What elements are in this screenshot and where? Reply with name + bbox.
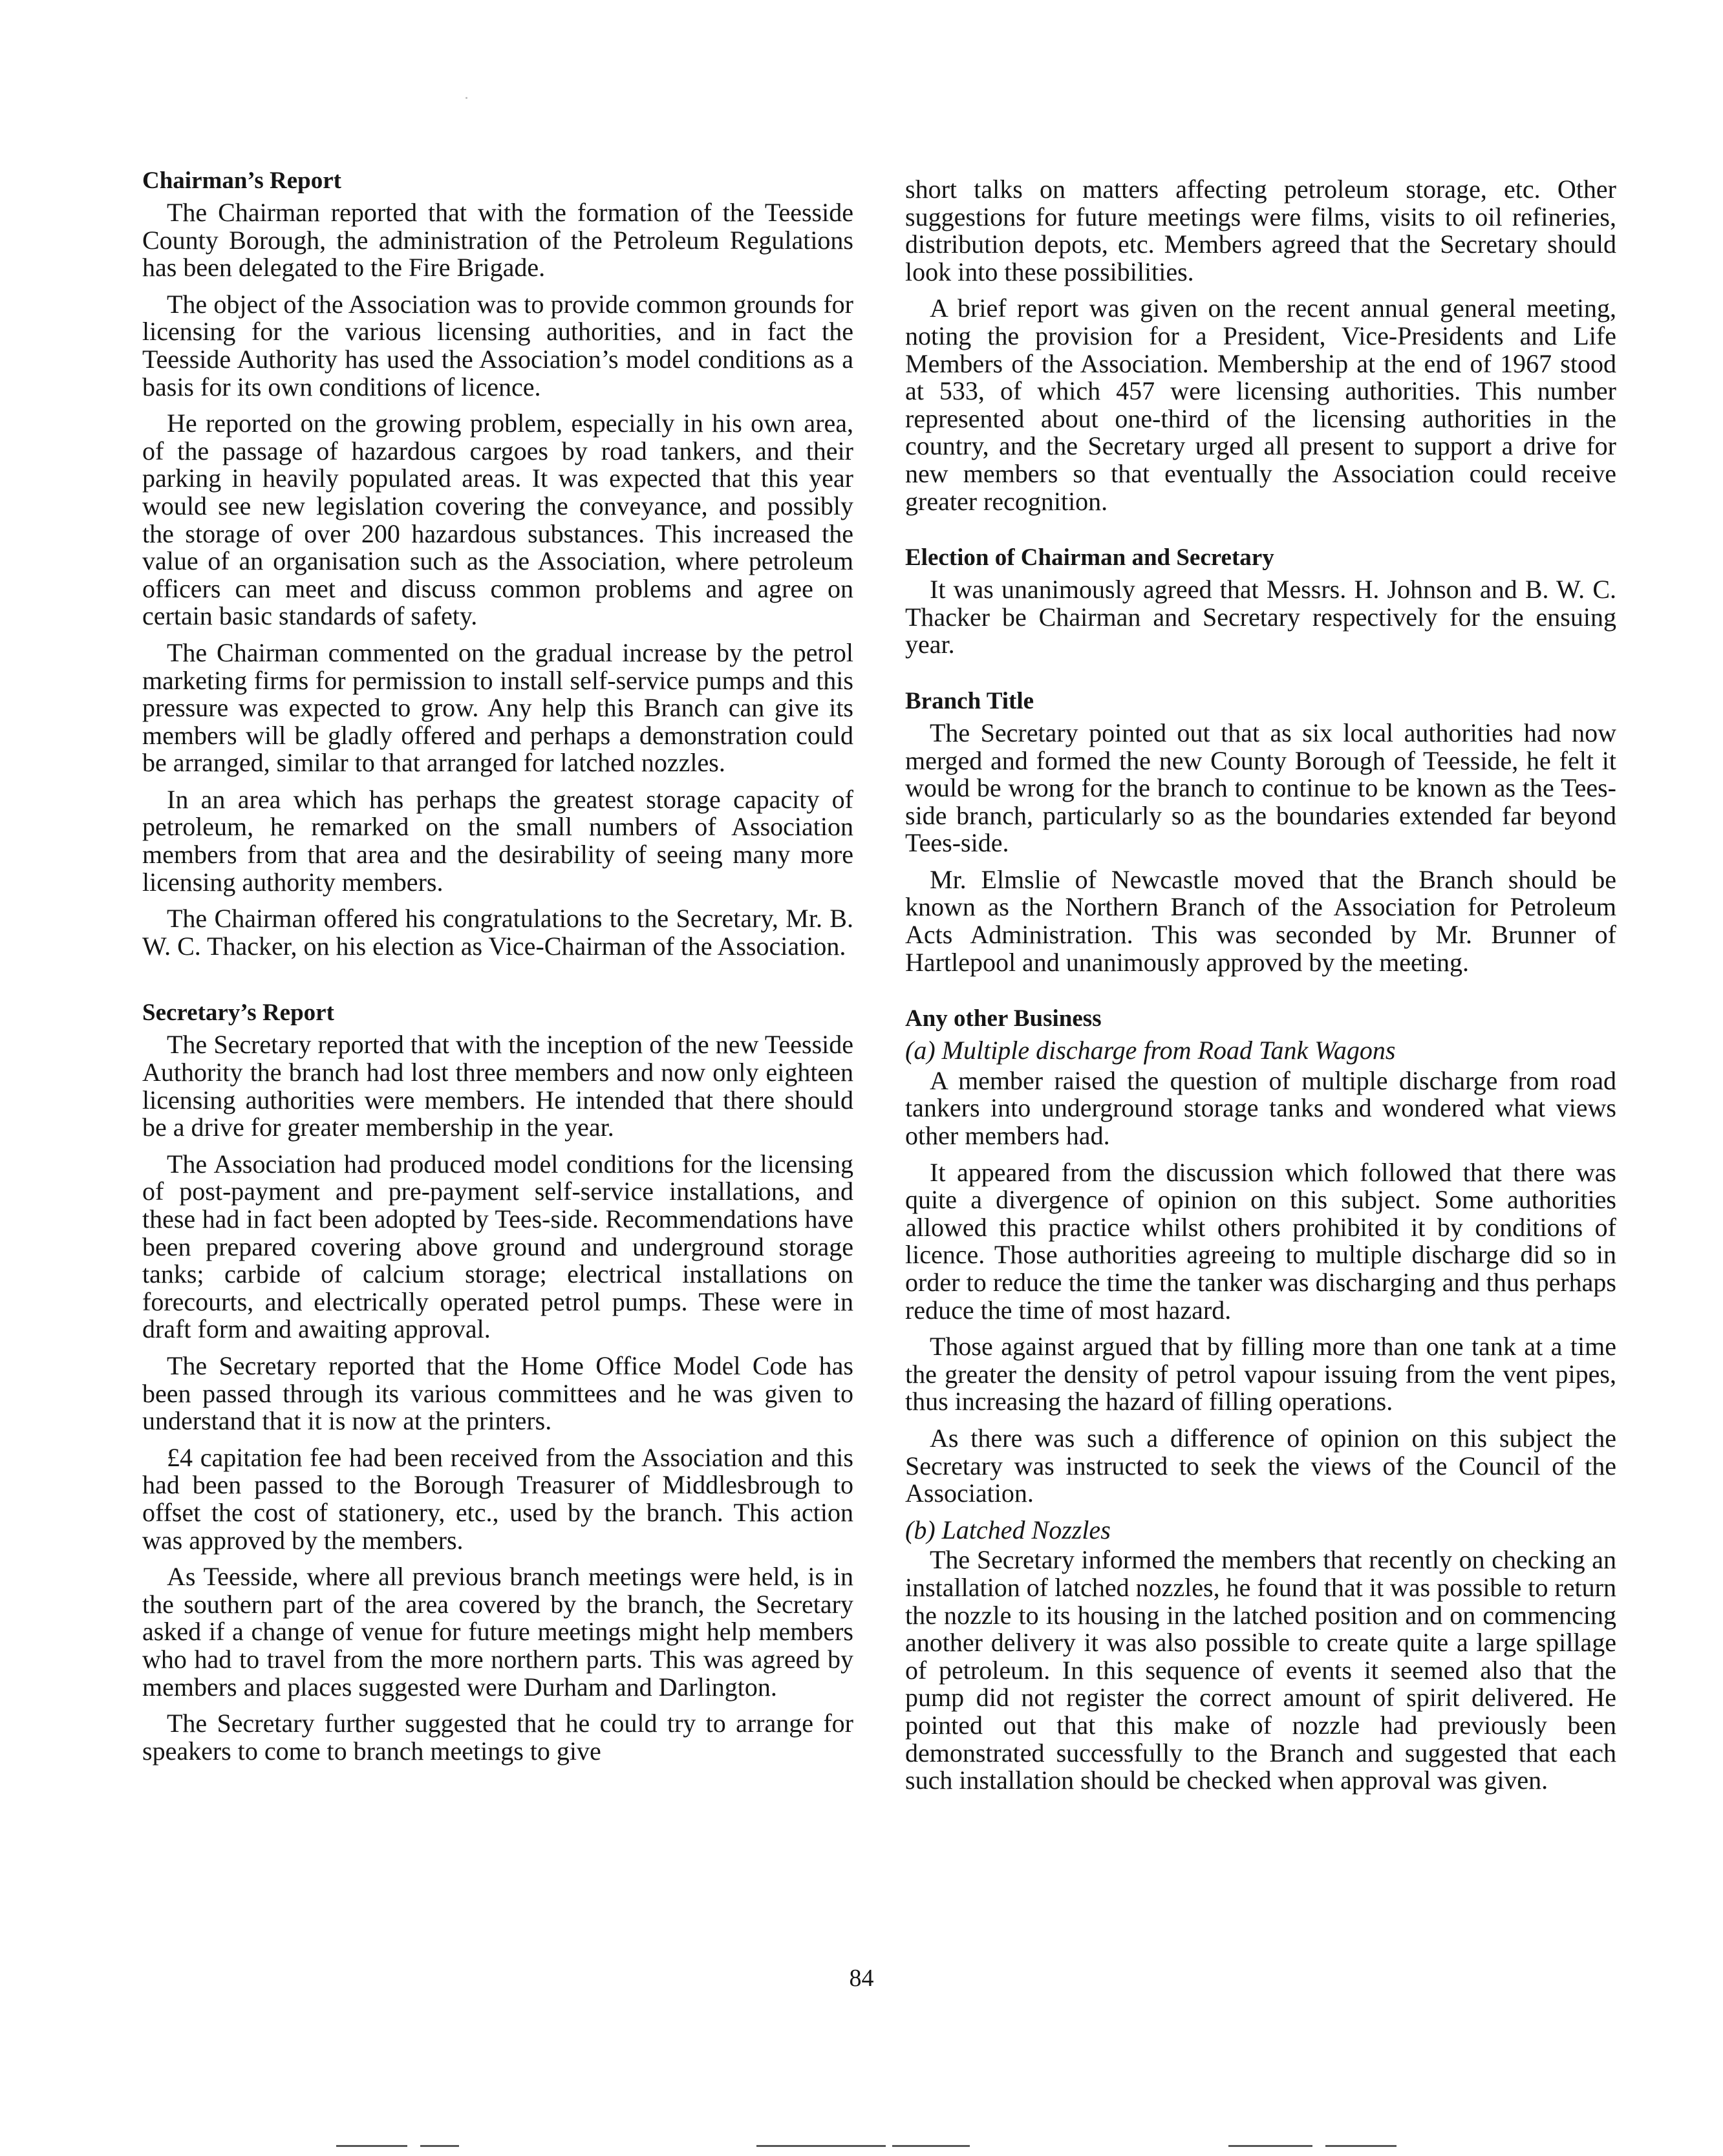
scan-edge-mark xyxy=(756,2145,886,2147)
scan-speck xyxy=(466,97,467,99)
election-heading: Election of Chairman and Secretary xyxy=(905,544,1274,571)
paragraph: Those against argued that by filling more than one tank at a time the greater the density of petrol vapour issuing from the vent pipes, thus increasing the hazard of filling operations. xyxy=(905,1332,1616,1416)
secretarys-report-heading: Secretary’s Report xyxy=(142,999,334,1027)
paragraph: The Chairman offered his congratulations to the Secretary, Mr. B. W. C. Thacker, on his election as Vice-Chairman of the Association. xyxy=(142,904,853,961)
paragraph: As there was such a difference of opinion on this subject the Secretary was instructed to seek the views of the Council of the Association. xyxy=(905,1423,1616,1508)
chairmans-report-section xyxy=(142,167,853,960)
paragraph: The Secretary reported that the Home Office Model Code has been passed through its various committees and he was given to understand that it is now at the printers. xyxy=(142,1350,853,1436)
latched-nozzles-subheading: (b) Latched Nozzles xyxy=(905,1515,1111,1544)
paragraph: The Secretary pointed out that as six local authorities had now merged and formed the new County Borough of Teesside, he felt it would be wrong for the branch to continue to be known as the Tees-side branch, particularly so as the boundaries extended far beyond Tees-side. xyxy=(905,718,1616,858)
scan-edge-mark xyxy=(336,2145,407,2147)
branch-title-heading: Branch Title xyxy=(905,687,1034,714)
election-section xyxy=(905,544,1616,659)
right-column xyxy=(905,176,1616,1804)
paragraph: The Secretary further suggested that he could try to arrange for speakers to come to branch meetings to give xyxy=(142,1709,853,1766)
multiple-discharge-subheading: (a) Multiple discharge from Road Tank Wagons xyxy=(905,1036,1396,1065)
any-other-business-heading: Any other Business xyxy=(905,1005,1102,1032)
paragraph: It was unanimously agreed that Messrs. H. Johnson and B. W. C. Thacker be Chairman and Secretary respectively for the ensuing year. xyxy=(905,575,1616,659)
any-other-business-section xyxy=(905,1005,1616,1794)
paragraph: As Teesside, where all previous branch meetings were held, is in the southern part of the area covered by the branch, the Secretary asked if a change of venue for future meetings might help members who had to travel from the more northern parts. This was agreed by members and places suggested were Durham and Darlington. xyxy=(142,1562,853,1702)
paragraph: He reported on the growing problem, especially in his own area, of the passage of hazardous cargoes by road tankers, and their parking in heavily populated areas. It was expected that this year would see new legislation covering the conveyance, and possibly the storage of over 200 hazardous substances. This increased the value of an organisation such as the Association, where petroleum officers can meet and discuss common problems and agree on certain basic standards of safety. xyxy=(142,409,853,631)
page-number: 84 xyxy=(849,1965,874,1992)
paragraph: A member raised the question of multiple discharge from road tankers into underground storage tanks and wondered what views other members had. xyxy=(905,1065,1616,1151)
paragraph: The Chairman commented on the gradual increase by the petrol marketing firms for permission to install self-service pumps and this pressure was expected to grow. Any help this Branch can give its members will be gladly offered and perhaps a demonstration could be arranged, similar to that arranged for latched nozzles. xyxy=(142,637,853,778)
paragraph: The Secretary reported that with the inception of the new Teesside Authority the branch had lost three members and now only eighteen licensing authorities were members. He intended that there should be a drive for greater membership in the year. xyxy=(142,1030,853,1142)
paragraph: The Secretary informed the members that recently on checking an installation of latched nozzles, he found that it was possible to return the nozzle to its housing in the latched position and on commencing another delivery it was also possible to create quite a large spillage of petroleum. In this sequence of events it seemed also that the pump did not register the correct amount of spirit delivered. He pointed out that this make of nozzle had previously been demonstrated successfully to the Branch and suggested that each such installation should be checked when approval was given. xyxy=(905,1545,1616,1795)
paragraph: It appeared from the discussion which followed that there was quite a divergence of opinion on this subject. Some authorities allowed this practice whilst others prohibited it by conditions of licence. Those authorities agreeing to multiple discharge did so in order to reduce the time the tanker was discharging and thus perhaps reduce the time of most hazard. xyxy=(905,1157,1616,1325)
continued-paragraph: short talks on matters affecting petroleum storage, etc. Other suggestions for future meetings were films, visits to oil refineries, distribution depots, etc. Members agreed that the Secretary should look into these possibilities. xyxy=(905,175,1616,286)
scan-edge-mark xyxy=(1325,2145,1397,2147)
paragraph: £4 capitation fee had been received from the Association and this had been passed to the Borough Treasurer of Middlesbrough to offset the cost of stationery, etc., used by the branch. This action was approved by the members. xyxy=(142,1442,853,1555)
scan-edge-mark xyxy=(892,2145,970,2147)
scan-edge-mark xyxy=(420,2145,459,2147)
paragraph: A brief report was given on the recent annual general meeting, noting the provision for a President, Vice-Presidents and Life Members of the Association. Membership at the end of 1967 stood at 533, of which 457 were licensing authorities. This number represented about one-third of the licensing authorities in the country, and the Secretary urged all present to support a drive for new members so that eventually the Association could receive greater recognition. xyxy=(905,294,1616,516)
scan-edge-mark xyxy=(1228,2145,1312,2147)
paragraph: The Chairman reported that with the formation of the Teesside County Borough, the administration of the Petroleum Regulations has been delegated to the Fire Brigade. xyxy=(142,198,853,283)
left-column xyxy=(142,167,853,1774)
paragraph: In an area which has perhaps the greatest storage capacity of petroleum, he remarked on the small numbers of Association members from that area and the desirability of seeing many more licensing authority members. xyxy=(142,784,853,897)
paragraph: The object of the Association was to provide common grounds for licensing for the various licensing authorities, and in fact the Teesside Authority has used the Association’s model conditions as a basis for its own conditions of licence. xyxy=(142,289,853,401)
paragraph: Mr. Elmslie of Newcastle moved that the Branch should be known as the Northern Branch of the Association for Petroleum Acts Administration. This was seconded by Mr. Brunner of Hartlepool and unanimously approved by the meeting. xyxy=(905,864,1616,977)
chairmans-report-heading: Chairman’s Report xyxy=(142,167,341,194)
paragraph: The Association had produced model conditions for the licensing of post-payment and pre-payment self-service installations, and these had in fact been adopted by Tees-side. Recommendations have been prepared covering above ground and underground storage tanks; carbide of calcium storage; electrical installations on forecourts, and electrically operated petrol pumps. These were in draft form and awaiting approval. xyxy=(142,1149,853,1344)
branch-title-section xyxy=(905,687,1616,976)
secretarys-report-section xyxy=(142,999,853,1765)
